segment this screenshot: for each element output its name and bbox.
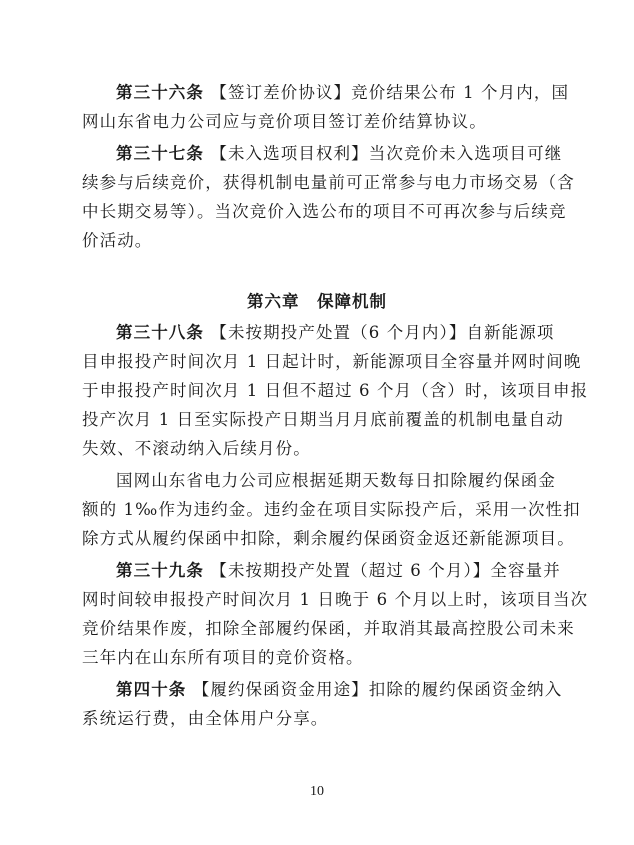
article-36-line-1 (82, 78, 590, 107)
article-38-line-5: 失效、不滚动纳入后续月份。 (82, 439, 311, 458)
article-39-text-1: 【未按期投产处置（超过 6 个月）】全容量并 (210, 561, 561, 580)
article-39-line-2: 网时间较申报投产时间次月 1 日晚于 6 个月以上时，该项目当次 (82, 590, 589, 609)
penalty-paragraph-line-3: 除方式从履约保函中扣除，剩余履约保函资金返还新能源项目。 (82, 529, 575, 548)
article-38-title: 第三十八条 (116, 323, 204, 342)
article-40-text-1: 【履约保函资金用途】扣除的履约保函资金纳入 (192, 680, 563, 699)
article-39-line-1 (82, 556, 590, 585)
article-36-text-1: 【签订差价协议】竞价结果公布 1 个月内，国 (210, 83, 570, 102)
article-37-line-4: 价活动。 (82, 231, 153, 250)
article-40-line-2: 系统运行费，由全体用户分享。 (82, 709, 329, 728)
page-number: 10 (310, 784, 324, 799)
article-38-line-3: 于申报投产时间次月 1 日但不超过 6 个月（含）时，该项目申报 (82, 381, 589, 400)
article-39-line-3: 竞价结果作废，扣除全部履约保函，并取消其最高控股公司未来 (82, 619, 575, 638)
article-37-title: 第三十七条 (116, 144, 204, 163)
article-37-line-1 (82, 139, 590, 168)
article-37-line-2: 续参与后续竞价，获得机制电量前可正常参与电力市场交易（含 (82, 173, 575, 192)
article-36-line-2: 网山东省电力公司应与竞价项目签订差价结算协议。 (82, 112, 487, 131)
article-40-title: 第四十条 (116, 680, 187, 699)
chapter-6-heading: 第六章 保障机制 (247, 292, 387, 311)
article-39-line-4: 三年内在山东所有项目的竞价资格。 (82, 648, 364, 667)
article-38-line-4: 投产次月 1 日至实际投产日期当月月底前覆盖的机制电量自动 (82, 410, 564, 429)
article-38-line-2: 目申报投产时间次月 1 日起计时，新能源项目全容量并网时间晚 (82, 352, 582, 371)
penalty-paragraph-line-1: 国网山东省电力公司应根据延期天数每日扣除履约保函金 (116, 471, 556, 490)
article-40-line-1 (82, 675, 590, 704)
article-39-title: 第三十九条 (116, 561, 204, 580)
penalty-paragraph-line-2: 额的 1‰作为违约金。违约金在项目实际投产后，采用一次性扣 (82, 500, 581, 519)
article-37-text-1: 【未入选项目权利】当次竞价未入选项目可继 (210, 144, 563, 163)
article-36-title: 第三十六条 (116, 83, 204, 102)
article-38-line-1 (82, 318, 590, 347)
article-38-text-1: 【未按期投产处置（6 个月内）】自新能源项 (210, 323, 555, 342)
article-37-line-3: 中长期交易等）。当次竞价入选公布的项目不可再次参与后续竞 (82, 202, 567, 221)
